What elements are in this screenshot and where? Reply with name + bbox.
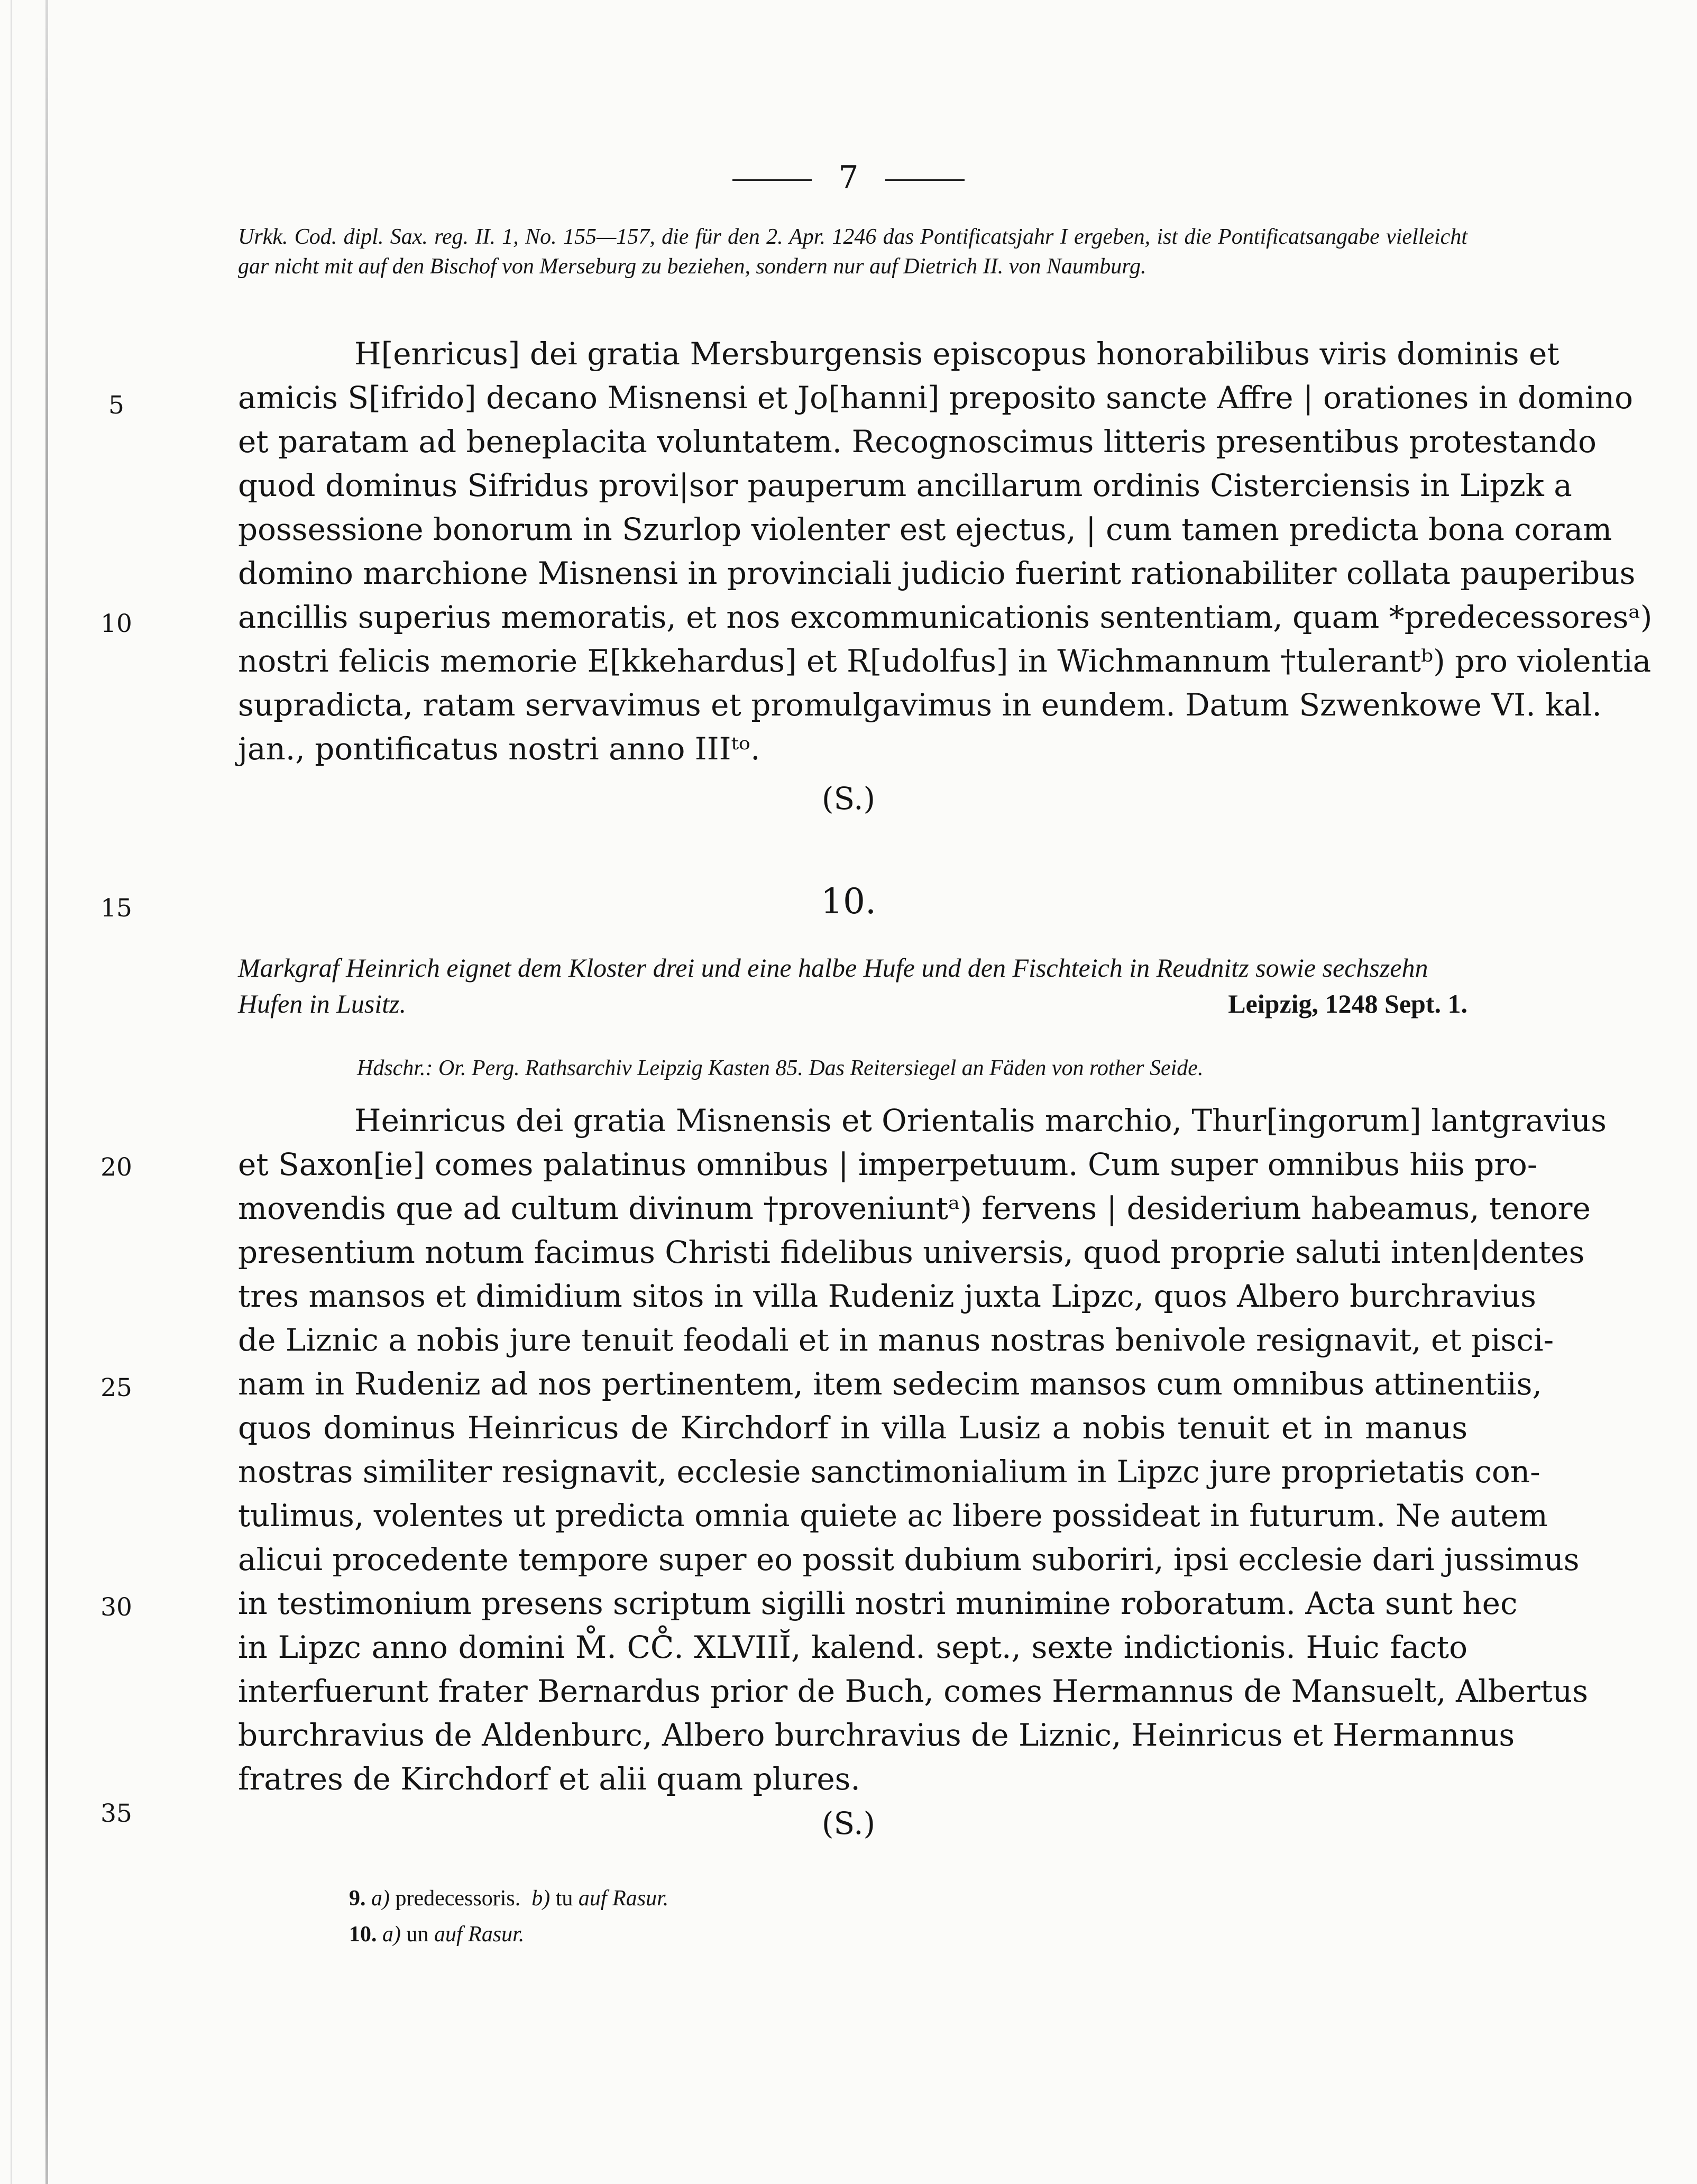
- seal-mark: (S.): [821, 1805, 876, 1841]
- line-number: 5: [108, 391, 124, 420]
- doc10-date: Leipzig, 1248 Sept. 1.: [1228, 989, 1467, 1018]
- doc10-line: nostras similiter resignavit, ecclesie sanctimonialium in Lipzc jure proprietatis con-: [238, 1454, 1540, 1490]
- doc10-summary: [238, 950, 1467, 1022]
- doc10-body: [238, 1099, 1607, 1801]
- header-rule-right: [885, 179, 965, 181]
- footnote-number: 9.: [349, 1886, 366, 1911]
- footnote-note: auf Rasur.: [578, 1886, 669, 1911]
- doc10-line: quos dominus Heinricus de Kirchdorf in villa Lusiz a nobis tenuit et in manus: [238, 1410, 1467, 1446]
- footnote-mark: a): [382, 1922, 401, 1947]
- footnote-mark: a): [371, 1886, 390, 1911]
- footnote-text: tu: [555, 1886, 573, 1911]
- doc10-line: de Liznic a nobis jure tenuit feodali et in manus nostras benivole resignavit, et pisci-: [238, 1322, 1554, 1358]
- doc10-line: tres mansos et dimidium sitos in villa Rudeniz juxta Lipzc, quos Albero burchravius: [238, 1278, 1536, 1314]
- line-number: 35: [100, 1799, 132, 1828]
- intro-note: Urkk. Cod. dipl. Sax. reg. II. 1, No. 155—157, die für den 2. Apr. 1246 das Pontificatsjahr I ergeben, ist die Pontificatsangabe vielleicht gar nicht mit auf den Bischof von Merseburg zu beziehen, sondern nur auf Dietrich II. von Naumburg.: [238, 225, 1467, 279]
- page-number: 7: [838, 159, 859, 196]
- footnote-mark: b): [531, 1886, 551, 1911]
- line-number: 15: [100, 894, 132, 923]
- doc9-body: [238, 332, 1653, 771]
- line-number: 25: [100, 1373, 132, 1402]
- doc9-line: domino marchione Misnensi in provinciali judicio fuerint rationabiliter collata pauperibus: [238, 555, 1636, 591]
- doc9-line: et paratam ad beneplacita voluntatem. Recognoscimus litteris presentibus protestando: [238, 424, 1597, 460]
- doc9-line: H[enricus] dei gratia Mersburgensis episcopus honorabilibus viris dominis et: [354, 336, 1560, 372]
- doc10-line: Heinricus dei gratia Misnensis et Orientalis marchio, Thur[ingorum] lantgravius: [354, 1103, 1607, 1139]
- scan-edge-faint: [11, 0, 12, 2184]
- document-number: 10.: [821, 881, 876, 922]
- header-rule-left: [732, 179, 812, 181]
- doc10-line: nam in Rudeniz ad nos pertinentem, item sedecim mansos cum omnibus attinentiis,: [238, 1366, 1542, 1402]
- doc10-line: fratres de Kirchdorf et alii quam plures.: [238, 1761, 860, 1797]
- doc10-line: in Lipzc anno domini M̊. CC̊. XLVIIĬ, kalend. sept., sexte indictionis. Huic facto: [238, 1629, 1467, 1665]
- line-number: 20: [100, 1153, 132, 1182]
- footnote-number: 10.: [349, 1922, 377, 1947]
- footnote: [349, 1883, 668, 1914]
- doc10-line: presentium notum facimus Christi fidelibus universis, quod proprie saluti inten|dentes: [238, 1234, 1585, 1270]
- doc10-line: movendis que ad cultum divinum †proveniuntᵃ) fervens | desiderium habeamus, tenore: [238, 1190, 1591, 1226]
- scan-edge-binding: [45, 0, 48, 2184]
- doc10-line: burchravius de Aldenburc, Albero burchravius de Liznic, Heinricus et Hermannus: [238, 1717, 1515, 1753]
- line-number: 10: [100, 609, 132, 638]
- doc9-line: ancillis superius memoratis, et nos excommunicationis sententiam, quam *predecessoresᵃ): [238, 599, 1653, 635]
- doc9-line: supradicta, ratam servavimus et promulgavimus in eundem. Datum Szwenkowe VI. kal.: [238, 687, 1602, 723]
- doc9-line: possessione bonorum in Szurlop violenter est ejectus, | cum tamen predicta bona coram: [238, 511, 1612, 547]
- page-header: [0, 157, 1697, 199]
- footnote-text: predecessoris.: [395, 1886, 521, 1911]
- doc10-line: in testimonium presens scriptum sigilli nostri munimine roboratum. Acta sunt hec: [238, 1585, 1518, 1621]
- doc9-line: nostri felicis memorie E[kkehardus] et R[udolfus] in Wichmannum †tulerantᵇ) pro violentia: [238, 643, 1652, 679]
- doc10-line: interfuerunt frater Bernardus prior de Buch, comes Hermannus de Mansuelt, Albertus: [238, 1673, 1589, 1709]
- line-number: 30: [100, 1593, 132, 1622]
- doc10-line: tulimus, volentes ut predicta omnia quiete ac libere possideat in futurum. Ne autem: [238, 1498, 1548, 1534]
- doc10-line: alicui procedente tempore super eo possit dubium suboriri, ipsi ecclesie dari jussimus: [238, 1541, 1580, 1577]
- footnote: [349, 1919, 524, 1950]
- footnote-text: un: [406, 1922, 429, 1947]
- doc9-line: quod dominus Sifridus provi|sor pauperum ancillarum ordinis Cisterciensis in Lipzk a: [238, 467, 1572, 503]
- doc10-line: et Saxon[ie] comes palatinus omnibus | imperpetuum. Cum super omnibus hiis pro-: [238, 1146, 1538, 1182]
- doc9-line: amicis S[ifrido] decano Misnensi et Jo[hanni] preposito sancte Affre | orationes in domino: [238, 380, 1634, 416]
- doc9-line: jan., pontificatus nostri anno IIIᵗᵒ.: [238, 731, 760, 767]
- seal-mark: (S.): [821, 781, 876, 816]
- doc10-source: Hdschr.: Or. Perg. Rathsarchiv Leipzig Kasten 85. Das Reitersiegel an Fäden von rother Seide.: [357, 1056, 1204, 1080]
- footnote-note: auf Rasur.: [434, 1922, 525, 1947]
- doc10-summary-text: Markgraf Heinrich eignet dem Kloster drei und eine halbe Hufe und den Fischteich in Reudnitz sowie sechszehn Hufen in Lusitz.: [238, 953, 1428, 1018]
